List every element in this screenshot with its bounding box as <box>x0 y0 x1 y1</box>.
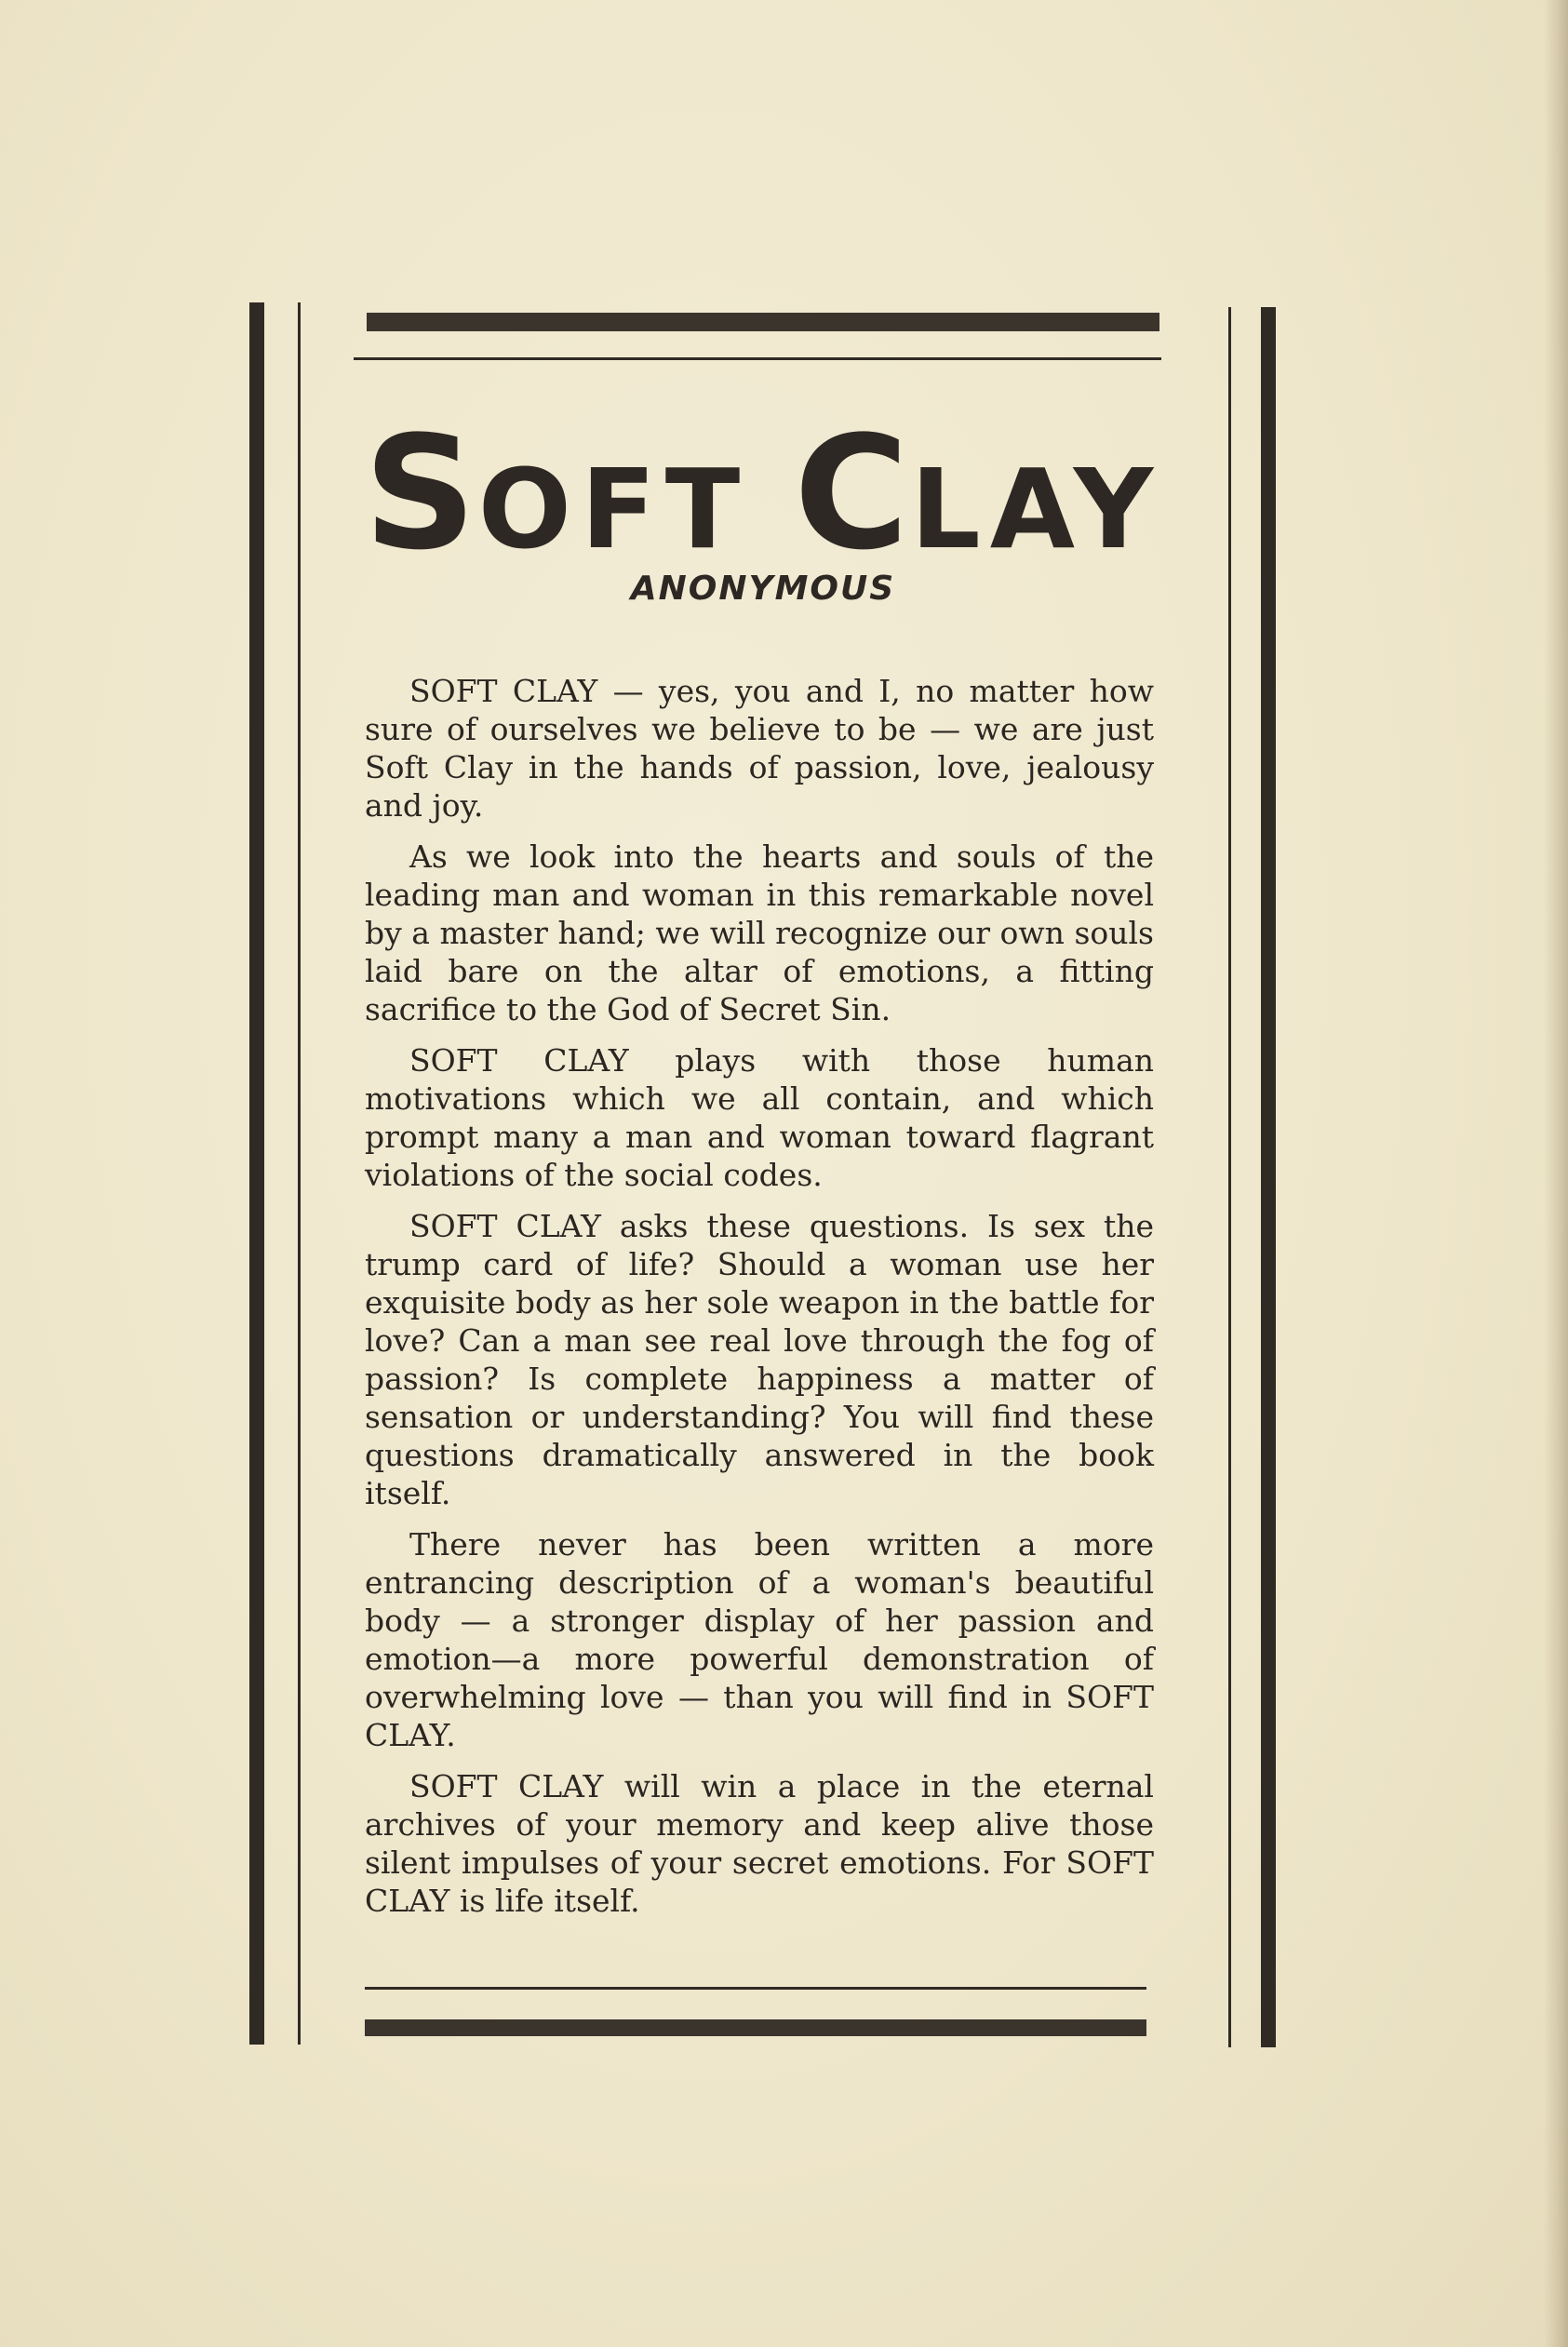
frame-left-thin-bar <box>298 302 301 2045</box>
title-initial-s: S <box>363 402 478 584</box>
frame-right-thin-bar <box>1228 307 1231 2047</box>
top-thin-rule <box>354 357 1161 360</box>
frame-left-thick-bar <box>249 302 264 2045</box>
spine-shadow <box>1544 0 1568 2347</box>
title-initial-c: C <box>794 402 911 584</box>
title-word-clay <box>794 402 1163 584</box>
frame-right-thick-bar <box>1261 307 1276 2047</box>
paragraph-5: There never has been written a more entrancing description of a woman's beautiful body — a stronger display of her passion and emotion—a more powerful demonstration of overwhelming love — than you will find in SOFT CLAY. <box>365 1526 1154 1753</box>
description-body <box>365 672 1154 1933</box>
paragraph-6: SOFT CLAY will win a place in the eternal archives of your memory and keep alive those silent impulses of your secret emotions. For SOFT CLAY is life itself. <box>365 1768 1154 1919</box>
paragraph-4: SOFT CLAY asks these questions. Is sex the trump card of life? Should a woman use her exquisite body as her sole weapon in the battle for love? Can a man see real love through the fog of passion? Is complete happiness a matter of sensation or understanding? You will find these questions dramatically answered in the book itself. <box>365 1208 1154 1511</box>
title-rest-lay: LAY <box>910 445 1163 573</box>
author-byline: ANONYMOUS <box>630 570 896 608</box>
paragraph-3: SOFT CLAY plays with those human motivations which we all contain, and which prompt many a man and woman toward flagrant violations of the social codes. <box>365 1042 1154 1193</box>
bottom-thick-rule <box>365 2019 1146 2036</box>
title-word-soft <box>363 402 750 584</box>
bottom-thin-rule <box>365 1987 1146 1990</box>
paragraph-2: As we look into the hearts and souls of the leading man and woman in this remarkable novel by a master hand; we will recognize our own souls laid bare on the altar of emotions, a fitting sacrifice to the God of Secret Sin. <box>365 838 1154 1027</box>
title-rest-oft: OFT <box>477 445 750 573</box>
top-thick-rule <box>367 313 1159 331</box>
paragraph-1: SOFT CLAY — yes, you and I, no matter how sure of ourselves we believe to be — we are just Soft Clay in the hands of passion, love, jealousy and joy. <box>365 673 1154 824</box>
book-title <box>354 402 1173 584</box>
